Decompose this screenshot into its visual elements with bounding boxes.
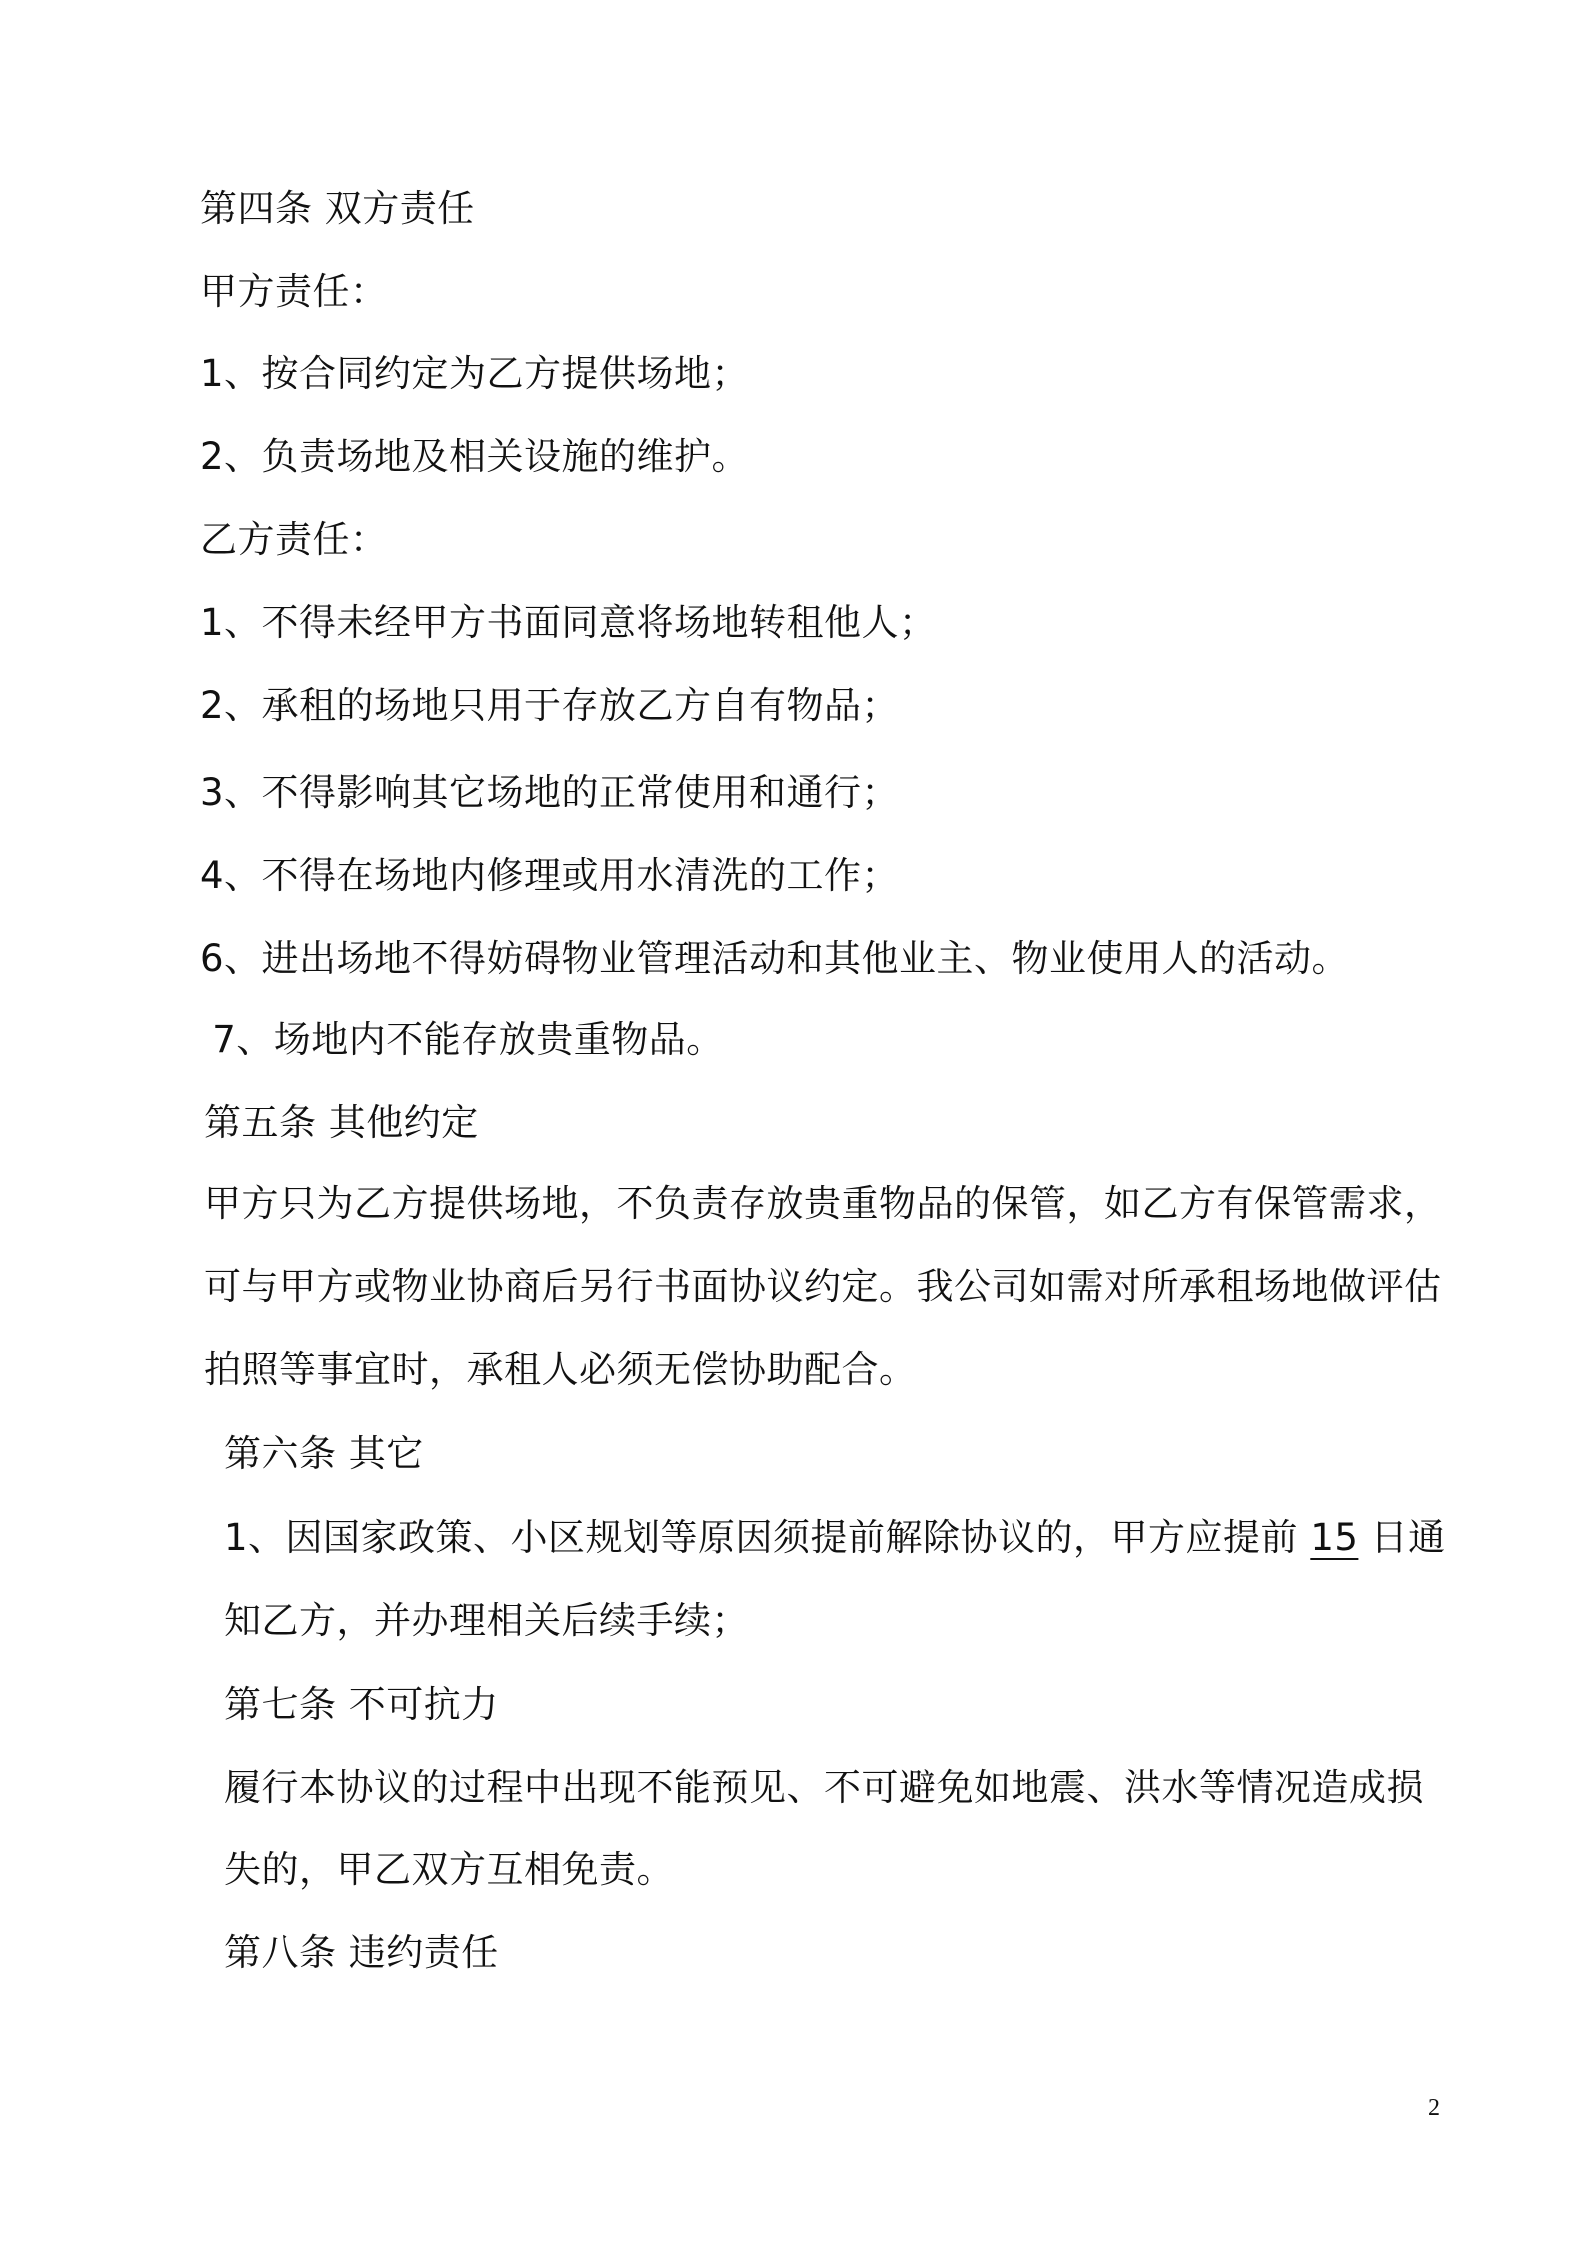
article-6-item-1-suffix: 日通 (1358, 1516, 1446, 1559)
article-4-heading: 第四条 双方责任 (200, 187, 475, 230)
article-5-line-3: 拍照等事宜时，承租人必须无偿协助配合。 (204, 1348, 917, 1391)
article-6-item-1-line-1 (224, 1514, 1446, 1562)
party-b-responsibility-title: 乙方责任： (200, 518, 388, 561)
party-a-responsibility-title: 甲方责任： (200, 270, 388, 313)
article-8-heading: 第八条 违约责任 (224, 1931, 499, 1974)
article-6-heading: 第六条 其它 (224, 1432, 424, 1475)
article-5-heading: 第五条 其他约定 (204, 1101, 479, 1144)
article-7-heading: 第七条 不可抗力 (224, 1683, 499, 1726)
party-b-item-4: 4、不得在场地内修理或用水清洗的工作； (200, 854, 900, 897)
party-b-item-7: 7、场地内不能存放贵重物品。 (200, 1018, 724, 1061)
notice-days-value: 15 (1310, 1516, 1359, 1559)
article-7-line-2: 失的，甲乙双方互相免责。 (224, 1848, 674, 1891)
party-b-item-3: 3、不得影响其它场地的正常使用和通行； (200, 771, 900, 814)
article-6-item-1-line-2: 知乙方，并办理相关后续手续； (224, 1599, 749, 1642)
party-b-item-2: 2、承租的场地只用于存放乙方自有物品； (200, 684, 900, 727)
article-5-line-1: 甲方只为乙方提供场地，不负责存放贵重物品的保管，如乙方有保管需求， (204, 1182, 1442, 1225)
party-a-item-1: 1、按合同约定为乙方提供场地； (200, 352, 750, 395)
party-b-item-1: 1、不得未经甲方书面同意将场地转租他人； (200, 601, 937, 644)
article-5-line-2: 可与甲方或物业协商后另行书面协议约定。我公司如需对所承租场地做评估 (204, 1265, 1442, 1308)
party-a-item-2: 2、负责场地及相关设施的维护。 (200, 435, 750, 478)
article-7-line-1: 履行本协议的过程中出现不能预见、不可避免如地震、洪水等情况造成损 (224, 1766, 1424, 1809)
article-6-item-1-prefix: 1、因国家政策、小区规划等原因须提前解除协议的，甲方应提前 (224, 1516, 1311, 1559)
page-number: 2 (1428, 2095, 1440, 2121)
party-b-item-6: 6、进出场地不得妨碍物业管理活动和其他业主、物业使用人的活动。 (200, 937, 1350, 980)
